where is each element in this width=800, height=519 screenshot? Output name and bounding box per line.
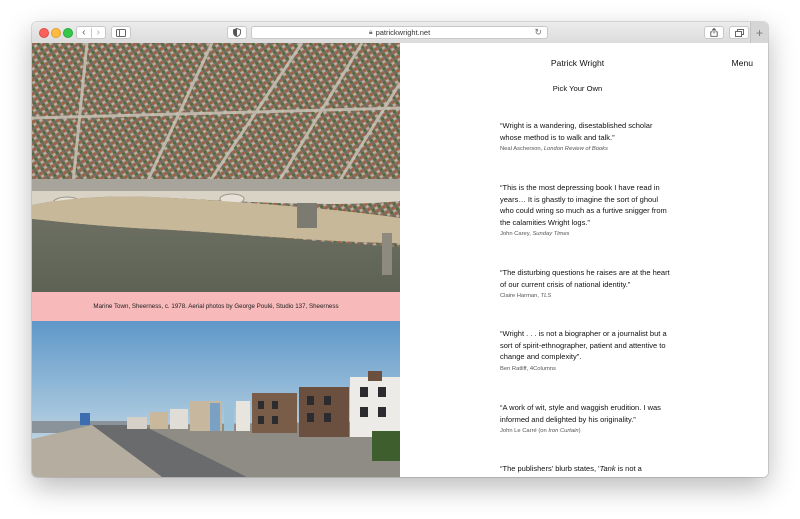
quote-text: “Wright is a wandering, disestablished scholar whose method is to walk and talk.”	[500, 121, 653, 142]
minimize-window-button[interactable]	[51, 28, 61, 38]
page-content	[32, 43, 768, 477]
quote-block	[500, 328, 672, 372]
share-button[interactable]	[704, 26, 724, 39]
quote-text: “The disturbing questions he raises are at the heart of our current crisis of national identity.”	[500, 268, 670, 289]
back-icon[interactable]: ‹	[82, 26, 86, 38]
new-tab-button[interactable]	[750, 22, 768, 43]
menu-link[interactable]: Menu	[731, 58, 753, 68]
quote-source: John Carey, Sunday Times	[500, 231, 570, 238]
site-title[interactable]: Patrick Wright	[550, 58, 605, 68]
quote-block	[500, 182, 672, 237]
quote-source: John Le Carré (on Iron Curtain)	[500, 428, 581, 435]
quote-block	[500, 120, 672, 152]
zoom-window-button[interactable]	[63, 28, 73, 38]
browser-window	[32, 22, 768, 477]
quote-text: “A work of wit, style and waggish erudition. I was informed and delighted by his originality.”	[500, 403, 661, 424]
privacy-report-button[interactable]	[227, 26, 247, 39]
shield-icon	[233, 28, 241, 37]
quote-text: “The publishers' blurb states, 'Tank is not a	[500, 464, 642, 473]
address-bar[interactable]	[251, 26, 548, 39]
quote-text: “Wright . . . is not a biographer or a journalist but a sort of spirit-ethnographer, patient and attentive to change and complexity”.	[500, 329, 667, 362]
tabs-icon	[735, 29, 744, 37]
share-icon	[710, 28, 718, 37]
page-title: Pick Your Own	[552, 84, 603, 93]
quote-block	[500, 402, 672, 434]
forward-icon[interactable]: ›	[91, 28, 106, 38]
quote-source: Claire Harman, TLS	[500, 293, 552, 300]
street-photo	[32, 321, 400, 477]
quote-block	[500, 267, 672, 299]
photo-caption: Marine Town, Sheerness, c. 1978. Aerial photos by George Poulé, Studio 137, Sheerness	[32, 292, 400, 321]
quote-source: Neal Ascherson, London Review of Books	[500, 146, 608, 153]
sidebar-icon	[116, 29, 126, 37]
address-url: patrickwright.net	[375, 27, 431, 37]
quotes-column	[400, 43, 768, 477]
close-window-button[interactable]	[39, 28, 49, 38]
show-tabs-button[interactable]	[729, 26, 749, 39]
browser-toolbar	[32, 22, 768, 44]
quote-block	[500, 463, 672, 475]
sidebar-button[interactable]	[111, 26, 131, 39]
quote-text: “This is the most depressing book I have read in years… It is ghastly to imagine the sort of ghoul who could wring so much as a furtive snigger from the calamities Wright logs.”	[500, 183, 667, 227]
reload-icon[interactable]: ↻	[534, 27, 542, 37]
quote-source: Ben Ratliff, 4Columns	[500, 365, 556, 372]
navigation-buttons	[76, 26, 106, 39]
aerial-photo	[32, 43, 400, 292]
plus-icon: +	[755, 25, 763, 40]
lock-icon: 🔒︎	[368, 29, 373, 36]
image-column	[32, 43, 400, 477]
